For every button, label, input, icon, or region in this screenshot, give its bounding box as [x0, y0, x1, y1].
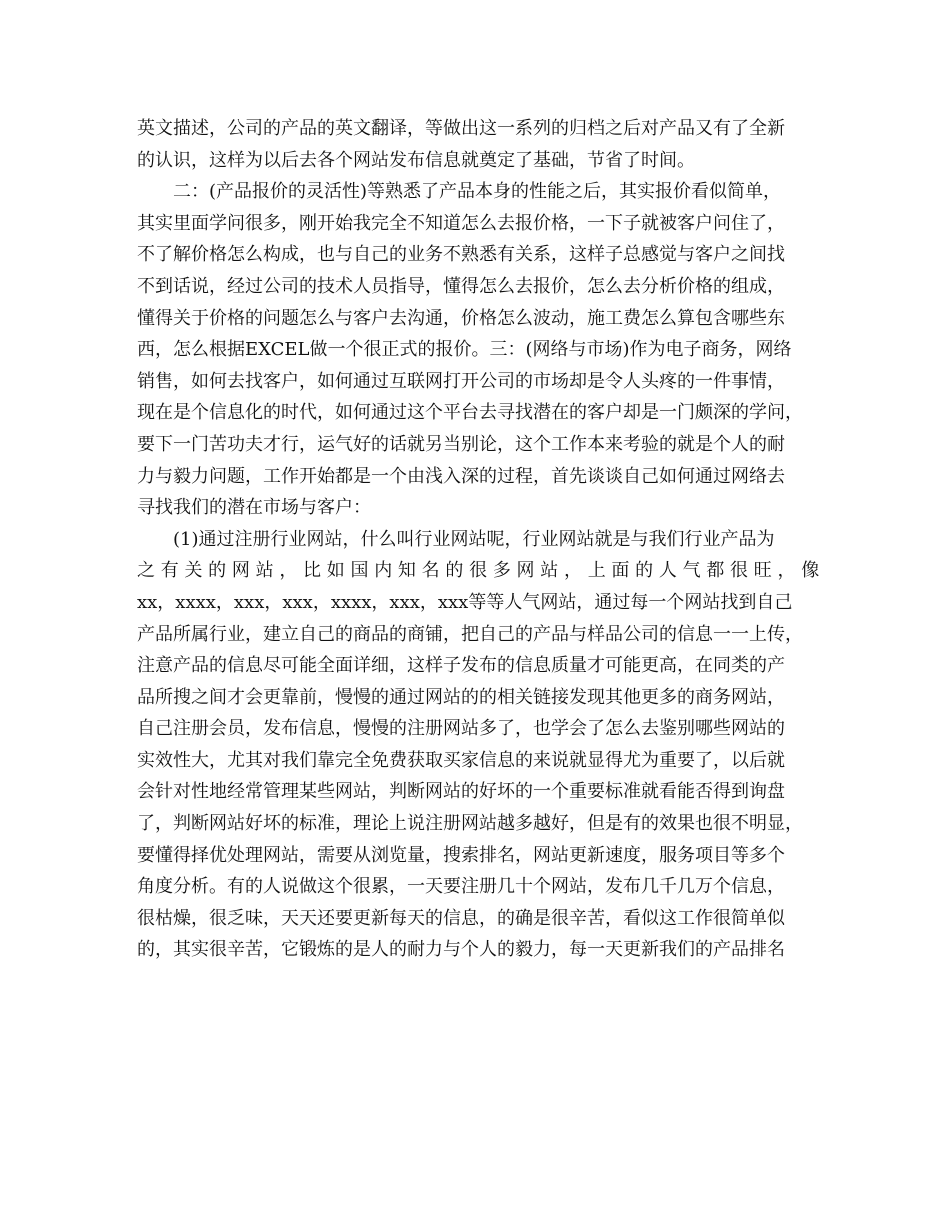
- text-line: 的，其实很辛苦，它锻炼的是人的耐力与个人的毅力，每一天更新我们的产品排名: [137, 939, 785, 961]
- text-line: 不到话说，经过公司的技术人员指导，懂得怎么去报价，怎么去分析价格的组成，: [137, 275, 785, 297]
- text-line: 二：(产品报价的灵活性)等熟悉了产品本身的性能之后，其实报价看似简单，: [173, 181, 782, 203]
- text-line: 懂得关于价格的问题怎么与客户去沟通，价格怎么波动，施工费怎么算包含哪些东: [137, 307, 785, 329]
- document-body: [137, 113, 837, 966]
- text-line: 很枯燥，很乏味，天天还要更新每天的信息，的确是很辛苦，看似这工作很简单似: [137, 907, 785, 929]
- text-line: 不了解价格怎么构成，也与自己的业务不熟悉有关系，这样子总感觉与客户之间找: [137, 244, 785, 266]
- text-line: 之 有 关 的 网 站 ， 比 如 国 内 知 名 的 很 多 网 站 ， 上 面 的 人 气 都 很 旺 ， 像: [137, 560, 820, 582]
- text-line: 现在是个信息化的时代，如何通过这个平台去寻找潜在的客户却是一门颇深的学问，: [137, 402, 803, 424]
- text-line: 寻找我们的潜在市场与客户：: [137, 497, 371, 519]
- text-line: 注意产品的信息尽可能全面详细，这样子发布的信息质量才可能更高，在同类的产: [137, 655, 785, 677]
- text-line: (1)通过注册行业网站，什么叫行业网站呢，行业网站就是与我们行业产品为: [173, 528, 775, 550]
- text-line: 要懂得择优处理网站，需要从浏览量，搜索排名，网站更新速度，服务项目等多个: [137, 844, 785, 866]
- text-line: 实效性大，尤其对我们靠完全免费获取买家信息的来说就显得尤为重要了，以后就: [137, 749, 785, 771]
- text-line: 要下一门苦功夫才行，运气好的话就另当别论，这个工作本来考验的就是个人的耐: [137, 433, 785, 455]
- text-line: 英文描述，公司的产品的英文翻译，等做出这一系列的归档之后对产品又有了全新: [137, 118, 785, 139]
- text-line: 西，怎么根据EXCEL做一个很正式的报价。三：(网络与市场)作为电子商务，网络: [137, 339, 792, 361]
- text-line: 力与毅力问题，工作开始都是一个由浅入深的过程，首先谈谈自己如何通过网络去: [137, 465, 785, 487]
- text-line: 角度分析。有的人说做这个很累，一天要注册几十个网站，发布几千几万个信息，: [137, 876, 785, 898]
- text-line: 自己注册会员，发布信息，慢慢的注册网站多了，也学会了怎么去鉴别哪些网站的: [137, 718, 785, 740]
- text-line: 其实里面学问很多，刚开始我完全不知道怎么去报价格，一下子就被客户问住了，: [137, 212, 785, 234]
- text-line: 产品所属行业，建立自己的商品的商铺，把自己的产品与样品公司的信息一一上传，: [137, 623, 803, 645]
- text-line: 会针对性地经常管理某些网站，判断网站的好坏的一个重要标准就看能否得到询盘: [137, 781, 785, 803]
- text-line: 销售，如何去找客户，如何通过互联网打开公司的市场却是令人头疼的一件事情，: [137, 370, 785, 392]
- text-line: xx，xxxx，xxx，xxx，xxxx，xxx，xxx等等人气网站，通过每一个网站找到自己: [137, 591, 793, 613]
- text-line: 的认识，这样为以后去各个网站发布信息就奠定了基础，节省了时间。: [137, 149, 695, 171]
- text-line: 品所搜之间才会更靠前，慢慢的通过网站的的相关链接发现其他更多的商务网站，: [137, 686, 785, 708]
- text-line: 了，判断网站好坏的标准，理论上说注册网站越多越好，但是有的效果也很不明显，: [137, 813, 803, 835]
